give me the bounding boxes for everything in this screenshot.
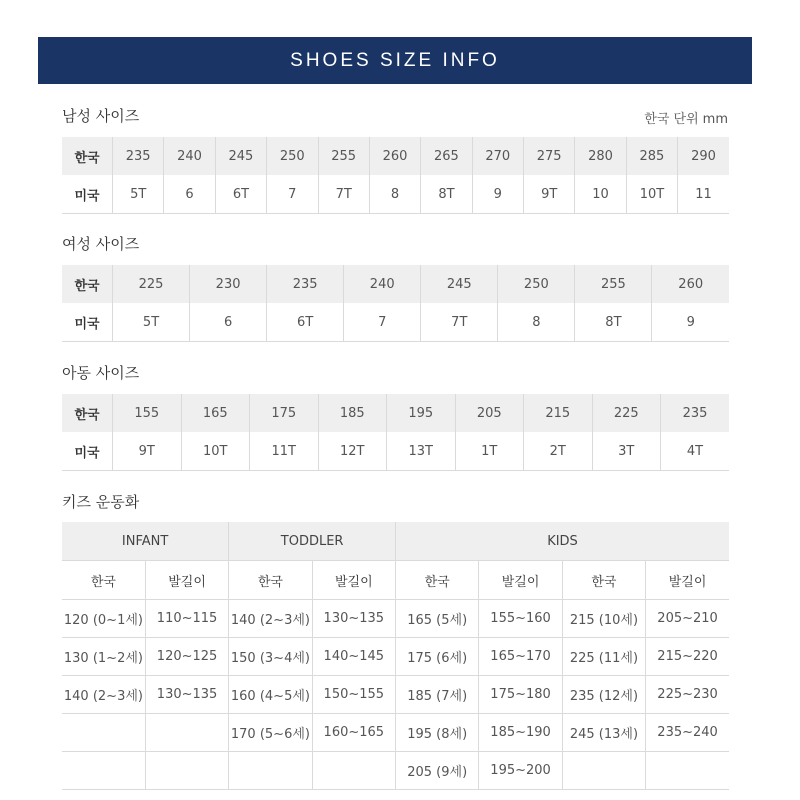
table-row [62,638,729,676]
men-kr-cell: 245 [215,137,266,175]
children-us-label: 미국 [62,432,113,471]
children-us-cell: 2T [524,432,593,471]
men-us-cell: 10 [575,175,626,214]
group-toddler: TODDLER [229,522,396,561]
table-cell: 150 (3~4세) [229,638,312,676]
women-us-row [62,303,729,342]
table-cell: 235~240 [646,714,729,752]
women-us-cell: 9 [652,303,729,342]
women-kr-cell: 235 [267,265,344,303]
table-cell: 120~125 [145,638,228,676]
children-kr-cell: 215 [524,394,593,432]
women-kr-cell: 255 [575,265,652,303]
women-kr-label: 한국 [62,265,113,303]
men-kr-cell: 280 [575,137,626,175]
table-cell: 215 (10세) [562,600,645,638]
children-us-cell: 3T [592,432,661,471]
table-cell: 165 (5세) [396,600,479,638]
children-kr-cell: 165 [181,394,250,432]
men-kr-cell: 270 [472,137,523,175]
table-cell: 235 (12세) [562,676,645,714]
children-us-cell: 1T [455,432,524,471]
men-kr-cell: 235 [113,137,164,175]
children-kr-cell: 205 [455,394,524,432]
children-us-cell: 13T [387,432,456,471]
table-cell [145,714,228,752]
children-kr-cell: 195 [387,394,456,432]
table-cell: 160~165 [312,714,395,752]
children-us-cell: 11T [250,432,319,471]
women-kr-row [62,265,729,303]
men-kr-label: 한국 [62,137,113,175]
table-cell: 205 (9세) [396,752,479,790]
table-cell: 130 (1~2세) [62,638,145,676]
table-cell: 140 (2~3세) [229,600,312,638]
children-kr-cell: 225 [592,394,661,432]
men-us-cell: 5T [113,175,164,214]
subheader-cell: 한국 [229,561,312,600]
table-cell: 140 (2~3세) [62,676,145,714]
table-cell: 215~220 [646,638,729,676]
men-us-row [62,175,729,214]
women-us-cell: 6 [190,303,267,342]
table-cell: 120 (0~1세) [62,600,145,638]
subheader-cell: 발길이 [145,561,228,600]
table-cell: 175~180 [479,676,562,714]
table-cell: 195~200 [479,752,562,790]
children-us-cell: 10T [181,432,250,471]
children-kr-row [62,394,729,432]
table-cell [562,752,645,790]
table-cell: 195 (8세) [396,714,479,752]
men-size-title: 남성 사이즈 [62,107,140,125]
table-row [62,600,729,638]
men-kr-cell: 285 [626,137,677,175]
table-cell [62,714,145,752]
women-kr-cell: 260 [652,265,729,303]
subheader-cell: 한국 [396,561,479,600]
children-us-cell: 4T [661,432,730,471]
table-cell: 225 (11세) [562,638,645,676]
table-cell: 245 (13세) [562,714,645,752]
men-size-table [62,137,729,214]
subheader-cell: 한국 [62,561,145,600]
women-size-table [62,265,729,342]
children-kr-label: 한국 [62,394,113,432]
children-us-cell: 9T [113,432,182,471]
men-us-cell: 7T [318,175,369,214]
table-cell: 130~135 [312,600,395,638]
kids-shoes-title: 키즈 운동화 [62,493,140,511]
men-kr-cell: 255 [318,137,369,175]
women-us-cell: 8 [498,303,575,342]
table-cell: 225~230 [646,676,729,714]
table-cell: 130~135 [145,676,228,714]
table-row [62,676,729,714]
men-kr-cell: 260 [369,137,420,175]
women-kr-cell: 225 [113,265,190,303]
table-cell: 185~190 [479,714,562,752]
men-us-cell: 9 [472,175,523,214]
unit-note [644,108,728,127]
banner-title: SHOES SIZE INFO [38,37,752,84]
subheader-cell: 발길이 [646,561,729,600]
unit-label: 한국 단위 [644,112,699,127]
men-us-cell: 10T [626,175,677,214]
men-us-cell: 8 [369,175,420,214]
men-us-cell: 8T [421,175,472,214]
table-cell: 205~210 [646,600,729,638]
table-cell: 155~160 [479,600,562,638]
table-cell: 165~170 [479,638,562,676]
men-us-cell: 6 [164,175,215,214]
table-cell: 140~145 [312,638,395,676]
kids-group-row [62,522,729,561]
subheader-cell: 발길이 [312,561,395,600]
women-us-label: 미국 [62,303,113,342]
table-cell: 160 (4~5세) [229,676,312,714]
table-cell: 170 (5~6세) [229,714,312,752]
subheader-cell: 발길이 [479,561,562,600]
women-kr-cell: 230 [190,265,267,303]
women-size-title: 여성 사이즈 [62,235,140,253]
men-kr-cell: 240 [164,137,215,175]
men-kr-cell: 275 [524,137,575,175]
table-row [62,714,729,752]
men-us-cell: 6T [215,175,266,214]
group-infant: INFANT [62,522,229,561]
children-kr-cell: 235 [661,394,730,432]
women-kr-cell: 240 [344,265,421,303]
table-cell: 175 (6세) [396,638,479,676]
men-kr-cell: 250 [267,137,318,175]
men-us-cell: 9T [524,175,575,214]
women-us-cell: 7 [344,303,421,342]
men-kr-row [62,137,729,175]
men-us-cell: 11 [678,175,729,214]
table-row [62,752,729,790]
men-kr-cell: 265 [421,137,472,175]
table-cell [62,752,145,790]
table-cell: 110~115 [145,600,228,638]
children-kr-cell: 155 [113,394,182,432]
women-us-cell: 7T [421,303,498,342]
table-cell: 185 (7세) [396,676,479,714]
women-us-cell: 8T [575,303,652,342]
group-kids: KIDS [396,522,730,561]
women-kr-cell: 250 [498,265,575,303]
table-cell [229,752,312,790]
men-kr-cell: 290 [678,137,729,175]
kids-shoes-table [62,522,729,790]
men-us-label: 미국 [62,175,113,214]
kids-subheader-row [62,561,729,600]
table-cell [646,752,729,790]
women-us-cell: 6T [267,303,344,342]
children-kr-cell: 175 [250,394,319,432]
table-cell [145,752,228,790]
children-size-title: 아동 사이즈 [62,364,140,382]
children-kr-cell: 185 [318,394,387,432]
children-us-row [62,432,729,471]
women-us-cell: 5T [113,303,190,342]
subheader-cell: 한국 [562,561,645,600]
children-size-table [62,394,729,471]
women-kr-cell: 245 [421,265,498,303]
table-cell [312,752,395,790]
children-us-cell: 12T [318,432,387,471]
table-cell: 150~155 [312,676,395,714]
unit-mm: mm [702,112,728,127]
men-us-cell: 7 [267,175,318,214]
